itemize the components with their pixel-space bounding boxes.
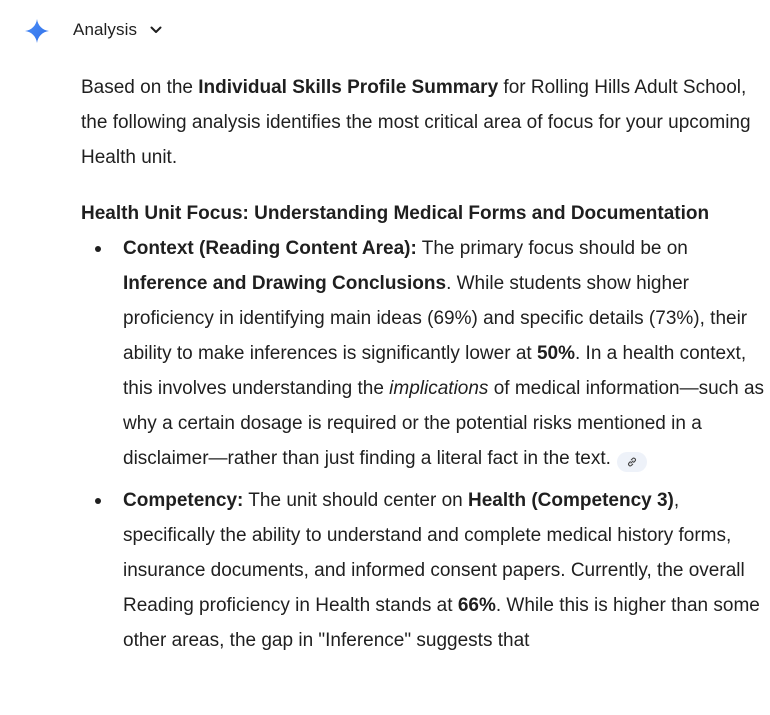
- bullet-bold: 50%: [536, 343, 575, 364]
- content-fade-overlay: [0, 665, 770, 715]
- analysis-toggle-button[interactable]: [73, 20, 163, 40]
- source-link-chip[interactable]: [617, 452, 647, 472]
- link-icon: [626, 456, 638, 468]
- bullet-label: Context (Reading Content Area):: [123, 238, 417, 259]
- bullet-bold: Inference and Drawing Conclusions: [123, 273, 447, 294]
- list-item-context: [81, 231, 770, 476]
- bullet-dot: [95, 498, 101, 504]
- bullet-bold: Health (Competency 3): [468, 490, 674, 511]
- bullet-bold: 66%: [457, 595, 496, 616]
- response-header: [0, 0, 770, 62]
- chevron-down-icon: [149, 23, 163, 37]
- bullet-text: . While students show higher proficiency in identifying main ideas (69%) and specific details (73%), their ability to make inferences is significantly lower at: [123, 273, 748, 364]
- intro-text: for Rolling Hills Adult School, the following analysis identifies the most critical area of focus for your upcoming Health unit.: [81, 77, 751, 168]
- gemini-spark-icon: [25, 19, 49, 43]
- bullet-dot: [95, 246, 101, 252]
- bullet-text: of medical information—such as why a certain dosage is required or the potential risks mentioned in a disclaimer—rather than just finding a literal fact in the text.: [123, 378, 765, 469]
- section-heading: Health Unit Focus: Understanding Medical Forms and Documentation: [81, 203, 710, 224]
- intro-paragraph: [81, 70, 770, 175]
- intro-bold: Individual Skills Profile Summary: [198, 77, 499, 98]
- intro-text: Based on the: [81, 77, 199, 98]
- bullet-italic: implications: [389, 378, 489, 399]
- bullet-label: Competency:: [123, 490, 244, 511]
- focus-list: [81, 231, 770, 658]
- bullet-text: . While this is higher than some other areas, the gap in "Inference" suggests that: [123, 595, 760, 651]
- bullet-text: . In a health context, this involves understanding the: [123, 343, 747, 399]
- bullet-text: , specifically the ability to understand and complete medical history forms, insurance documents, and informed consent papers. Currently, the overall Reading proficiency in Health stands at: [123, 490, 745, 616]
- bullet-text: The primary focus should be on: [416, 238, 688, 259]
- analysis-title: Analysis: [73, 20, 138, 39]
- response-content: [81, 70, 770, 658]
- list-item-competency: [81, 483, 770, 658]
- bullet-text: The unit should center on: [243, 490, 468, 511]
